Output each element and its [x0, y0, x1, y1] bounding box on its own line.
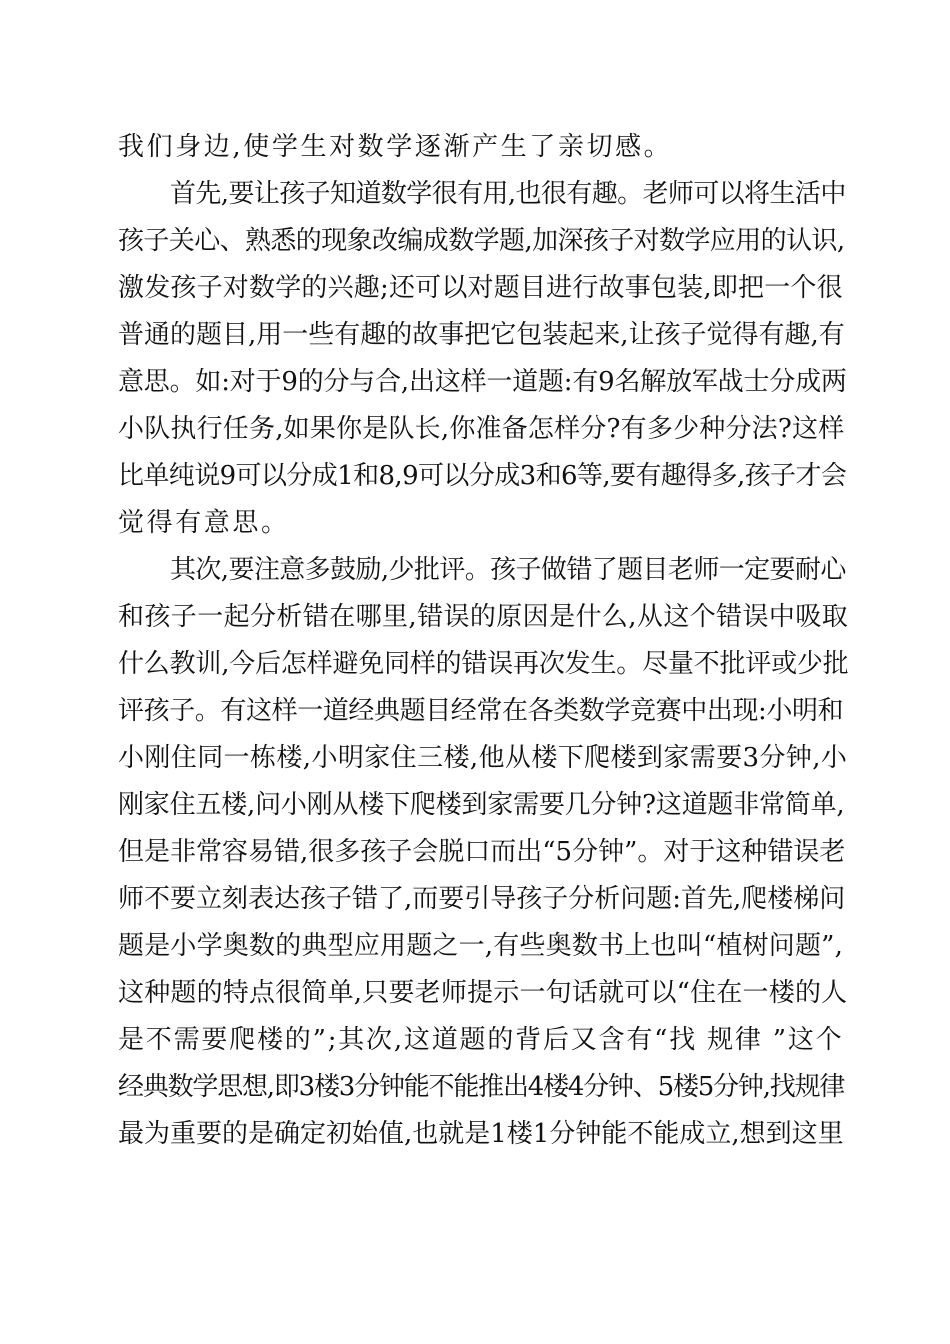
- paragraph-1-line-2: 孩子关心、熟悉的现象改编成数学题,加深孩子对数学应用的认识,: [118, 226, 845, 256]
- paragraph-2-line-3: 什么教训,今后怎样避免同样的错误再次发生。尽量不批评或少批: [118, 649, 849, 679]
- paragraph-2-line-1: 其次,要注意多鼓励,少批评。孩子做错了题目老师一定要耐心: [170, 555, 846, 585]
- paragraph-1-line-3: 激发孩子对数学的兴趣;还可以对题目进行故事包装,即把一个很: [118, 273, 843, 303]
- paragraph-2-line-7: 但是非常容易错,很多孩子会脱口而出“5分钟”。对于这种错误老: [118, 837, 846, 867]
- paragraph-2-line-10: 这种题的特点很简单,只要老师提示一句话就可以“住在一楼的人: [118, 978, 848, 1008]
- paragraph-2-line-8: 师不要立刻表达孩子错了,而要引导孩子分析问题:首先,爬楼梯问: [118, 884, 846, 914]
- paragraph-2-line-13: 最为重要的是确定初始值,也就是1楼1分钟能不能成立,想到这里: [118, 1119, 844, 1149]
- paragraph-1-line-6: 小队执行任务,如果你是队长,你准备怎样分?有多少种分法?这样: [118, 414, 845, 444]
- paragraph-2-line-4: 评孩子。有这样一道经典题目经常在各类数学竞赛中出现:小明和: [118, 696, 844, 726]
- paragraph-1-line-7: 比单纯说9可以分成1和8,9可以分成3和6等,要有趣得多,孩子才会: [118, 461, 847, 491]
- paragraph-2-line-12: 经典数学思想,即3楼3分钟能不能推出4楼4分钟、5楼5分钟,找规律: [118, 1072, 845, 1102]
- paragraph-1-line-8: 觉得有意思。: [118, 508, 290, 538]
- paragraph-1-line-5: 意思。如:对于9的分与合,出这样一道题:有9名解放军战士分成两: [118, 367, 847, 397]
- paragraph-1-line-4: 普通的题目,用一些有趣的故事把它包装起来,让孩子觉得有趣,有: [118, 320, 845, 350]
- document-page: [118, 124, 848, 1158]
- paragraph-1-line-1: 首先,要让孩子知道数学很有用,也很有趣。老师可以将生活中: [170, 179, 846, 209]
- paragraph-2-line-6: 刚家住五楼,问小刚从楼下爬楼到家需要几分钟?这道题非常简单,: [118, 790, 845, 820]
- text-line-1: 我们身边,使学生对数学逐渐产生了亲切感。: [118, 132, 673, 162]
- paragraph-2-line-5: 小刚住同一栋楼,小明家住三楼,他从楼下爬楼到家需要3分钟,小: [118, 743, 848, 773]
- paragraph-2-line-11: 是不需要爬楼的”;其次,这道题的背后又含有“找 规律 ”这个: [118, 1025, 844, 1055]
- paragraph-2-line-9: 题是小学奥数的典型应用题之一,有些奥数书上也叫“植树问题”,: [118, 931, 844, 961]
- paragraph-2-line-2: 和孩子一起分析错在哪里,错误的原因是什么,从这个错误中吸取: [118, 602, 849, 632]
